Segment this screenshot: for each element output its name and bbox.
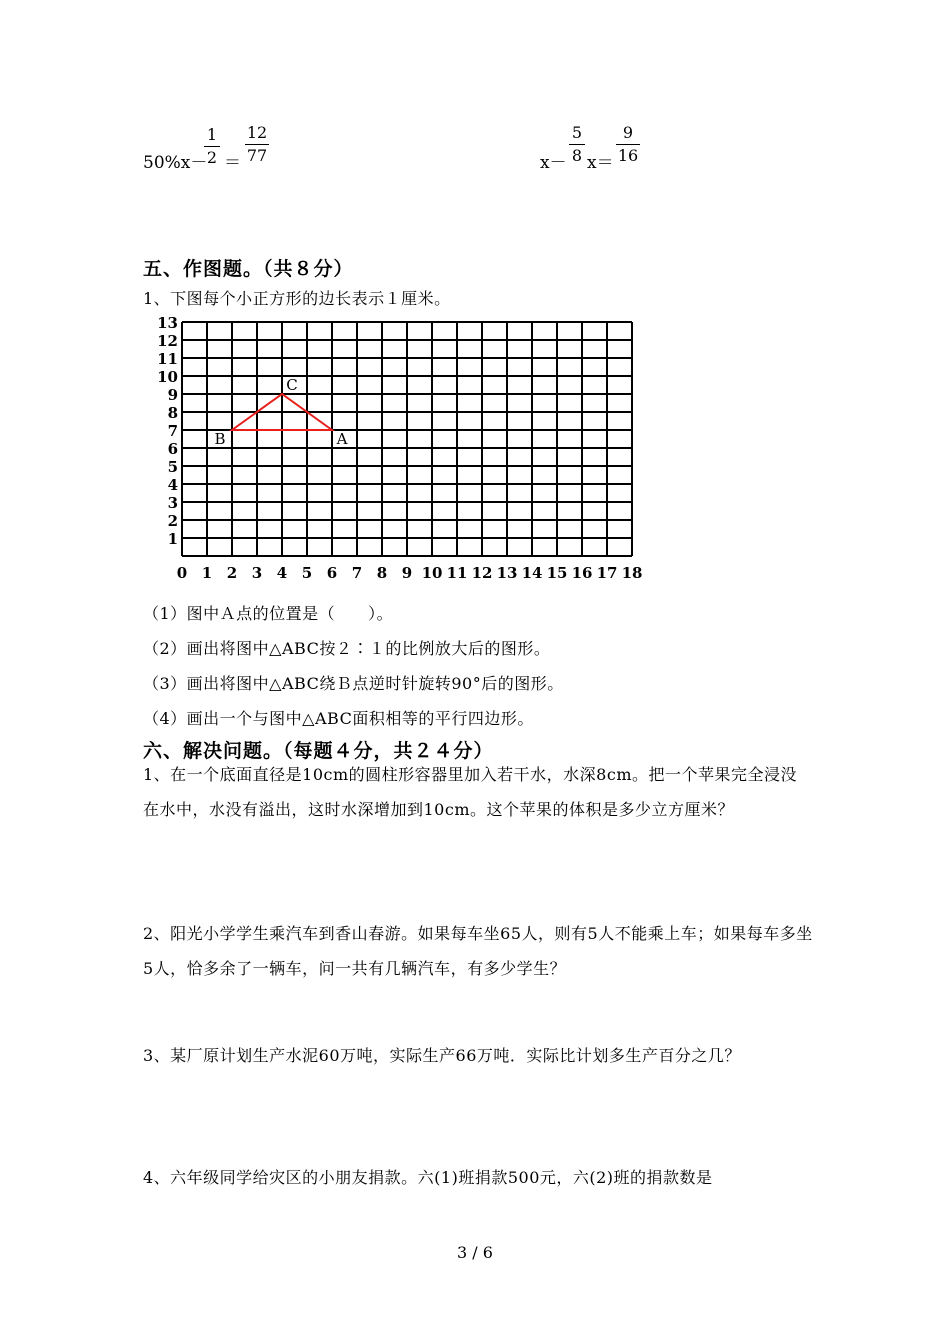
- equation-1-equals: ＝: [224, 153, 241, 173]
- x-axis-tick-label: 16: [571, 564, 593, 582]
- x-axis-labels: [177, 564, 643, 582]
- problem-2: 2、阳光小学学生乘汽车到香山春游。如果每车坐65人，则有5人不能乘上车；如果每车多坐5人，恰多余了一辆车，问一共有几辆汽车，有多少学生？: [143, 924, 813, 978]
- question-3: （3）画出将图中△ABC绕Ｂ点逆时针旋转90°后的图形。: [143, 674, 564, 693]
- question-1: （1）图中Ａ点的位置是（ ）。: [143, 604, 394, 623]
- y-axis-tick-label: 10: [157, 368, 178, 386]
- fraction-numerator: 1: [206, 125, 218, 144]
- x-axis-tick-label: 3: [251, 564, 263, 582]
- x-axis-tick-label: 0: [176, 564, 188, 582]
- x-axis-tick-label: 18: [621, 564, 643, 582]
- y-axis-tick-label: 5: [167, 458, 178, 476]
- x-axis-tick-label: 12: [471, 564, 493, 582]
- x-axis-tick-label: 11: [446, 564, 468, 582]
- x-axis-tick-label: 10: [421, 564, 443, 582]
- question-4: （4）画出一个与图中△ABC面积相等的平行四边形。: [143, 709, 534, 728]
- x-axis-tick-label: 9: [401, 564, 413, 582]
- x-axis-tick-label: 13: [496, 564, 518, 582]
- y-axis-tick-label: 1: [167, 530, 178, 548]
- y-axis-tick-label: 13: [157, 314, 178, 332]
- y-axis-tick-label: 11: [157, 350, 178, 368]
- x-axis-tick-label: 15: [546, 564, 568, 582]
- grid-lines: [182, 322, 632, 556]
- vertex-label-a: A: [336, 430, 348, 448]
- vertex-label-b: B: [214, 430, 226, 448]
- equation-1-prefix: 50%x－: [143, 153, 208, 173]
- fraction-denominator: 8: [571, 146, 583, 165]
- question-2: （2）画出将图中△ABC按２∶１的比例放大后的图形。: [143, 639, 551, 658]
- y-axis-tick-label: 4: [167, 476, 178, 494]
- problem-3: 3、某厂原计划生产水泥60万吨，实际生产66万吨．实际比计划多生产百分之几？: [143, 1046, 741, 1065]
- y-axis-tick-label: 9: [167, 386, 178, 404]
- coordinate-grid: [0, 0, 950, 600]
- equation-2-equals: x＝: [587, 153, 614, 173]
- y-axis-tick-label: 12: [157, 332, 178, 350]
- x-axis-tick-label: 2: [226, 564, 238, 582]
- y-axis-tick-label: 8: [167, 404, 178, 422]
- y-axis-labels: [157, 314, 178, 548]
- y-axis-tick-label: 6: [167, 440, 178, 458]
- page-number: 3 / 6: [457, 1243, 493, 1262]
- x-axis-tick-label: 14: [521, 564, 543, 582]
- x-axis-tick-label: 8: [376, 564, 388, 582]
- equation-2-prefix: x－: [540, 153, 567, 173]
- fraction-numerator: 9: [622, 123, 634, 142]
- x-axis-tick-label: 7: [351, 564, 363, 582]
- x-axis-tick-label: 1: [201, 564, 213, 582]
- vertex-label-c: C: [286, 376, 298, 394]
- section-5-title: 五、作图题。（共８分）: [143, 258, 354, 280]
- section-6-title: 六、解决问题。（每题４分，共２４分）: [143, 740, 494, 762]
- x-axis-tick-label: 5: [301, 564, 313, 582]
- fraction-denominator: 16: [617, 146, 639, 165]
- fraction-numerator: 12: [246, 123, 268, 142]
- x-axis-tick-label: 17: [596, 564, 618, 582]
- problem-1: 1、在一个底面直径是10cm的圆柱形容器里加入若干水，水深8cm。把一个苹果完全浸没在水中，水没有溢出，这时水深增加到10cm。这个苹果的体积是多少立方厘米？: [143, 765, 797, 819]
- x-axis-tick-label: 6: [326, 564, 338, 582]
- y-axis-tick-label: 2: [167, 512, 178, 530]
- fraction-denominator: 77: [246, 146, 268, 165]
- fraction-denominator: 2: [206, 148, 218, 167]
- section-5-intro: 1、下图每个小正方形的边长表示１厘米。: [143, 289, 451, 308]
- y-axis-tick-label: 3: [167, 494, 178, 512]
- x-axis-tick-label: 4: [276, 564, 288, 582]
- problem-4: 4、六年级同学给灾区的小朋友捐款。六(1)班捐款500元，六(2)班的捐款数是: [143, 1168, 713, 1187]
- fraction-numerator: 5: [571, 123, 583, 142]
- y-axis-tick-label: 7: [167, 422, 178, 440]
